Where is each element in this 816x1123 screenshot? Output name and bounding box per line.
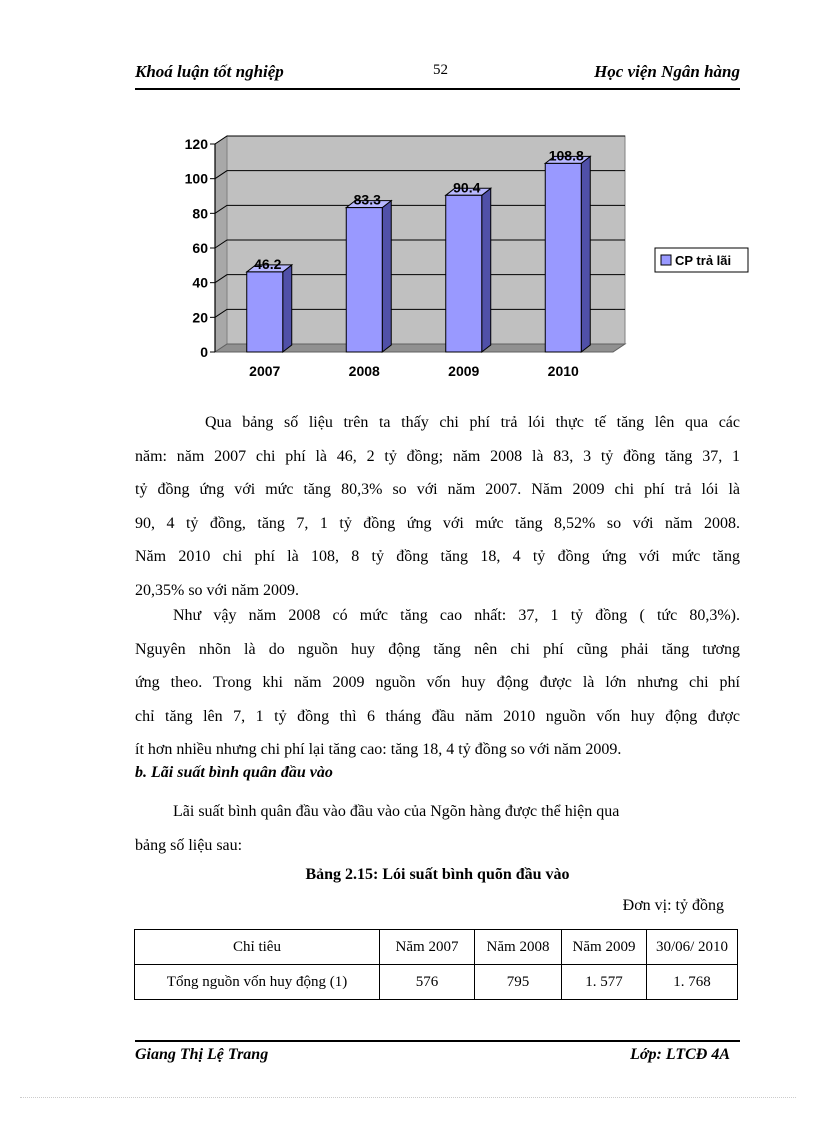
chart-data-label: 90.4 xyxy=(453,179,481,196)
text-line: 20,35% so với năm 2009. xyxy=(135,581,300,599)
table-cell: 1. 577 xyxy=(562,965,647,1000)
chart-y-tick-label: 40 xyxy=(192,274,208,291)
table-header-cell: Năm 2009 xyxy=(562,930,647,965)
page-header xyxy=(135,60,740,90)
chart-x-tick-label: 2010 xyxy=(547,363,579,379)
table-caption: Bảng 2.15: Lói suất bình quõn đầu vào xyxy=(305,866,570,883)
paragraph-cost-analysis xyxy=(135,406,740,607)
footer-class: Lớp: LTCĐ 4A xyxy=(630,1046,730,1063)
chart-bar-side xyxy=(581,156,590,352)
chart-legend-swatch xyxy=(661,255,671,265)
data-table xyxy=(134,929,738,1000)
chart-y-tick-label: 20 xyxy=(192,309,208,326)
table-cell: 1. 768 xyxy=(647,965,738,1000)
chart-data-label: 83.3 xyxy=(353,191,381,208)
table-row xyxy=(135,965,738,1000)
text-line: Năm 2010 chi phí là 108, 8 tỷ đồng tăng 18, 4 tỷ đồng ứng với mức tăng xyxy=(135,548,740,565)
table-header-cell: Năm 2007 xyxy=(380,930,475,965)
footer-author: Giang Thị Lệ Trang xyxy=(135,1046,269,1063)
table-header-cell: Chỉ tiêu xyxy=(135,930,380,965)
paragraph-intro-table xyxy=(135,795,740,862)
chart-data-label: 46.2 xyxy=(254,255,282,272)
page-footer xyxy=(135,1040,740,1063)
paragraph-conclusion xyxy=(135,599,740,767)
chart-x-tick-label: 2009 xyxy=(448,363,480,379)
chart-bar xyxy=(346,208,382,352)
text-line: Qua bảng số liệu trên ta thấy chi phí trả lói thực tế tăng lên qua các xyxy=(205,414,740,431)
chart-x-tick-label: 2007 xyxy=(249,363,281,379)
chart-y-tick-label: 80 xyxy=(192,205,208,222)
header-institution: Học viện Ngân hàng xyxy=(594,62,740,81)
text-line: Lãi suất bình quân đầu vào đầu vào của Ngõn hàng được thể hiện qua xyxy=(173,803,620,820)
text-line: bảng số liệu sau: xyxy=(135,836,243,854)
chart-y-tick-label: 60 xyxy=(192,240,208,256)
text-line: 90, 4 tỷ đồng, tăng 7, 1 tỷ đồng ứng với mức tăng 8,52% so với năm 2008. xyxy=(135,514,740,532)
chart-legend xyxy=(655,248,748,272)
chart-y-tick-label: 100 xyxy=(184,170,208,187)
chart-x-tick-label: 2008 xyxy=(348,363,380,379)
text-line: tỷ đồng ứng với mức tăng 80,3% so với năm 2007. Năm 2009 chi phí trả lói là xyxy=(135,481,740,498)
text-line: Như vậy năm 2008 có mức tăng cao nhất: 37, 1 tỷ đồng ( tức 80,3%). xyxy=(173,607,740,624)
header-thesis-title: Khoá luận tốt nghiệp xyxy=(135,62,284,81)
table-header-cell: Năm 2008 xyxy=(475,930,562,965)
table-header-cell: 30/06/ 2010 xyxy=(647,930,738,965)
chart-y-tick-label: 120 xyxy=(184,136,208,152)
chart-bar xyxy=(446,195,482,352)
text-line: chỉ tăng lên 7, 1 tỷ đồng thì 6 tháng đầu năm 2010 nguồn vốn huy động được xyxy=(135,707,740,725)
chart-legend-label: CP trả lãi xyxy=(675,253,732,268)
table-cell: 795 xyxy=(475,965,562,1000)
table-unit: Đơn vị: tỷ đồng xyxy=(622,897,724,914)
text-line: năm: năm 2007 chi phí là 46, 2 tỷ đồng; năm 2008 là 83, 3 tỷ đồng tăng 37, 1 xyxy=(135,447,740,465)
text-line: Nguyên nhõn là do nguồn huy động tăng nên chi phí cũng phải tăng tương xyxy=(135,640,740,658)
text-line: ít hơn nhiều nhưng chi phí lại tăng cao: tăng 18, 4 tỷ đồng so với năm 2009. xyxy=(135,741,622,758)
table-header-row xyxy=(135,930,738,965)
page-bottom-divider xyxy=(20,1097,796,1098)
chart-data-label: 108.8 xyxy=(548,147,584,164)
chart-bar-side xyxy=(382,201,391,352)
table-cell: 576 xyxy=(380,965,475,1000)
chart-bar-side xyxy=(283,265,292,352)
text-line: ứng theo. Trong khi năm 2009 nguồn vốn huy động được là lớn nhưng chi phí xyxy=(135,674,740,691)
table-cell: Tổng nguồn vốn huy động (1) xyxy=(135,965,380,1000)
chart-bar-side xyxy=(482,188,491,352)
chart-bar xyxy=(247,272,283,352)
page-number: 52 xyxy=(433,62,448,78)
section-subheading: b. Lãi suất bình quân đầu vào xyxy=(135,764,333,781)
bar-chart xyxy=(175,130,765,390)
chart-y-tick-label: 0 xyxy=(200,344,208,360)
chart-bar xyxy=(545,163,581,352)
